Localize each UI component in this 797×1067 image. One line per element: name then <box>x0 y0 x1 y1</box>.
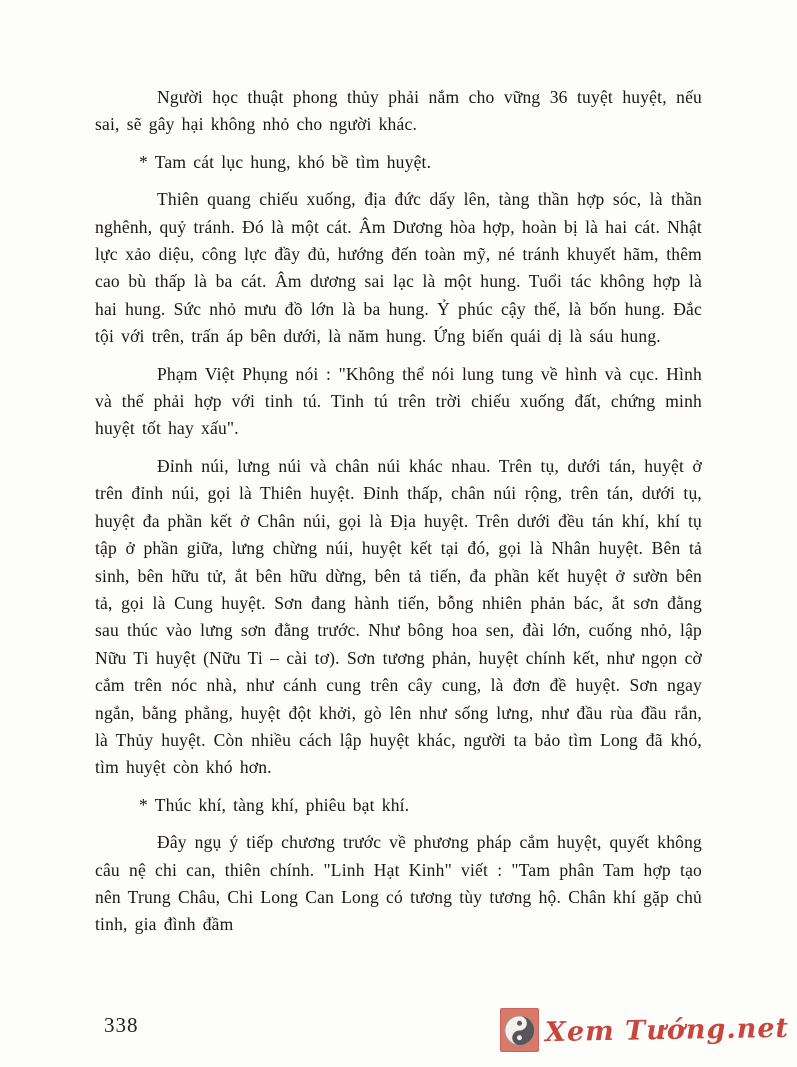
paragraph: Thiên quang chiếu xuống, địa đức dấy lên, tàng thần hợp sóc, là thần nghênh, quỷ tránh. Đó là một cát. Âm Dương hòa hợp, hoàn bị là hai cát. Nhật lực xảo diệu, công lực đầy đủ, hướng đến toàn mỹ, né tránh khuyết hãm, thêm cao bù thấp là ba cát. Âm dương sai lạc là một hung. Tuổi tác không hợp là hai hung. Sức nhỏ mưu đồ lớn là ba hung. Ỷ phúc cậy thế, là bốn hung. Đắc tội với trên, trấn áp bên dưới, là năm hung. Ứng biến quái dị là sáu hung. <box>95 189 702 347</box>
watermark-text: Xem Tướng.net <box>544 1012 790 1048</box>
paragraph: Đây ngụ ý tiếp chương trước về phương pháp cắm huyệt, quyết không câu nệ chi can, thiên chính. "Linh Hạt Kinh" viết : "Tam phân Tam hợp tạo nên Trung Châu, Chi Long Can Long có tương tùy tương hộ. Chân khí gặp chủ tinh, gia đình đầm <box>95 832 702 935</box>
bullet-line: * Thúc khí, tàng khí, phiêu bạt khí. <box>139 794 410 815</box>
paragraph: Đỉnh núi, lưng núi và chân núi khác nhau. Trên tụ, dưới tán, huyệt ở trên đỉnh núi, gọi là Thiên huyệt. Đỉnh thấp, chân núi rộng, trên tán, dưới tụ, huyệt đa phần kết ở Chân núi, gọi là Địa huyệt. Trên dưới đều tán khí, khí tụ tập ở phần giữa, lưng chừng núi, huyệt kết tại đó, gọi là Nhân huyệt. Bên tả sinh, bên hữu tử, ắt bên hữu dừng, bên tả tiến, đa phần kết huyệt ở sườn bên tả, gọi là Cung huyệt. Sơn đang hành tiến, bỗng nhiên phản bác, ắt sơn đằng sau thúc vào lưng sơn đằng trước. Như bông hoa sen, đài lớn, cuống nhỏ, lập Nữu Ti huyệt (Nữu Ti – cài tơ). Sơn tương phản, huyệt chính kết, như ngọn cờ cắm trên nóc nhà, như cánh cung trên cây cung, là đơn đề huyệt. Sơn ngay ngắn, bằng phẳng, huyệt đột khởi, gò lên như sống lưng, như đầu rùa đầu rắn, là Thủy huyệt. Còn nhiều cách lập huyệt khác, người ta bảo tìm Long đã khó, tìm huyệt còn khó hơn. <box>95 455 702 778</box>
bullet-line: * Tam cát lục hung, khó bề tìm huyệt. <box>139 151 432 172</box>
paragraph: Người học thuật phong thủy phải nắm cho vững 36 tuyệt huyệt, nếu sai, sẽ gây hại không nhỏ cho người khác. <box>95 87 702 135</box>
page-text-block <box>95 84 702 949</box>
yin-yang-icon <box>500 1008 539 1052</box>
page-number: 338 <box>104 1013 139 1037</box>
watermark <box>500 1008 789 1052</box>
paragraph: Phạm Việt Phụng nói : "Không thể nói lung tung về hình và cục. Hình và thế phải hợp với tinh tú. Tinh tú trên trời chiếu xuống đất, chứng minh huyệt tốt hay xấu". <box>95 363 702 439</box>
